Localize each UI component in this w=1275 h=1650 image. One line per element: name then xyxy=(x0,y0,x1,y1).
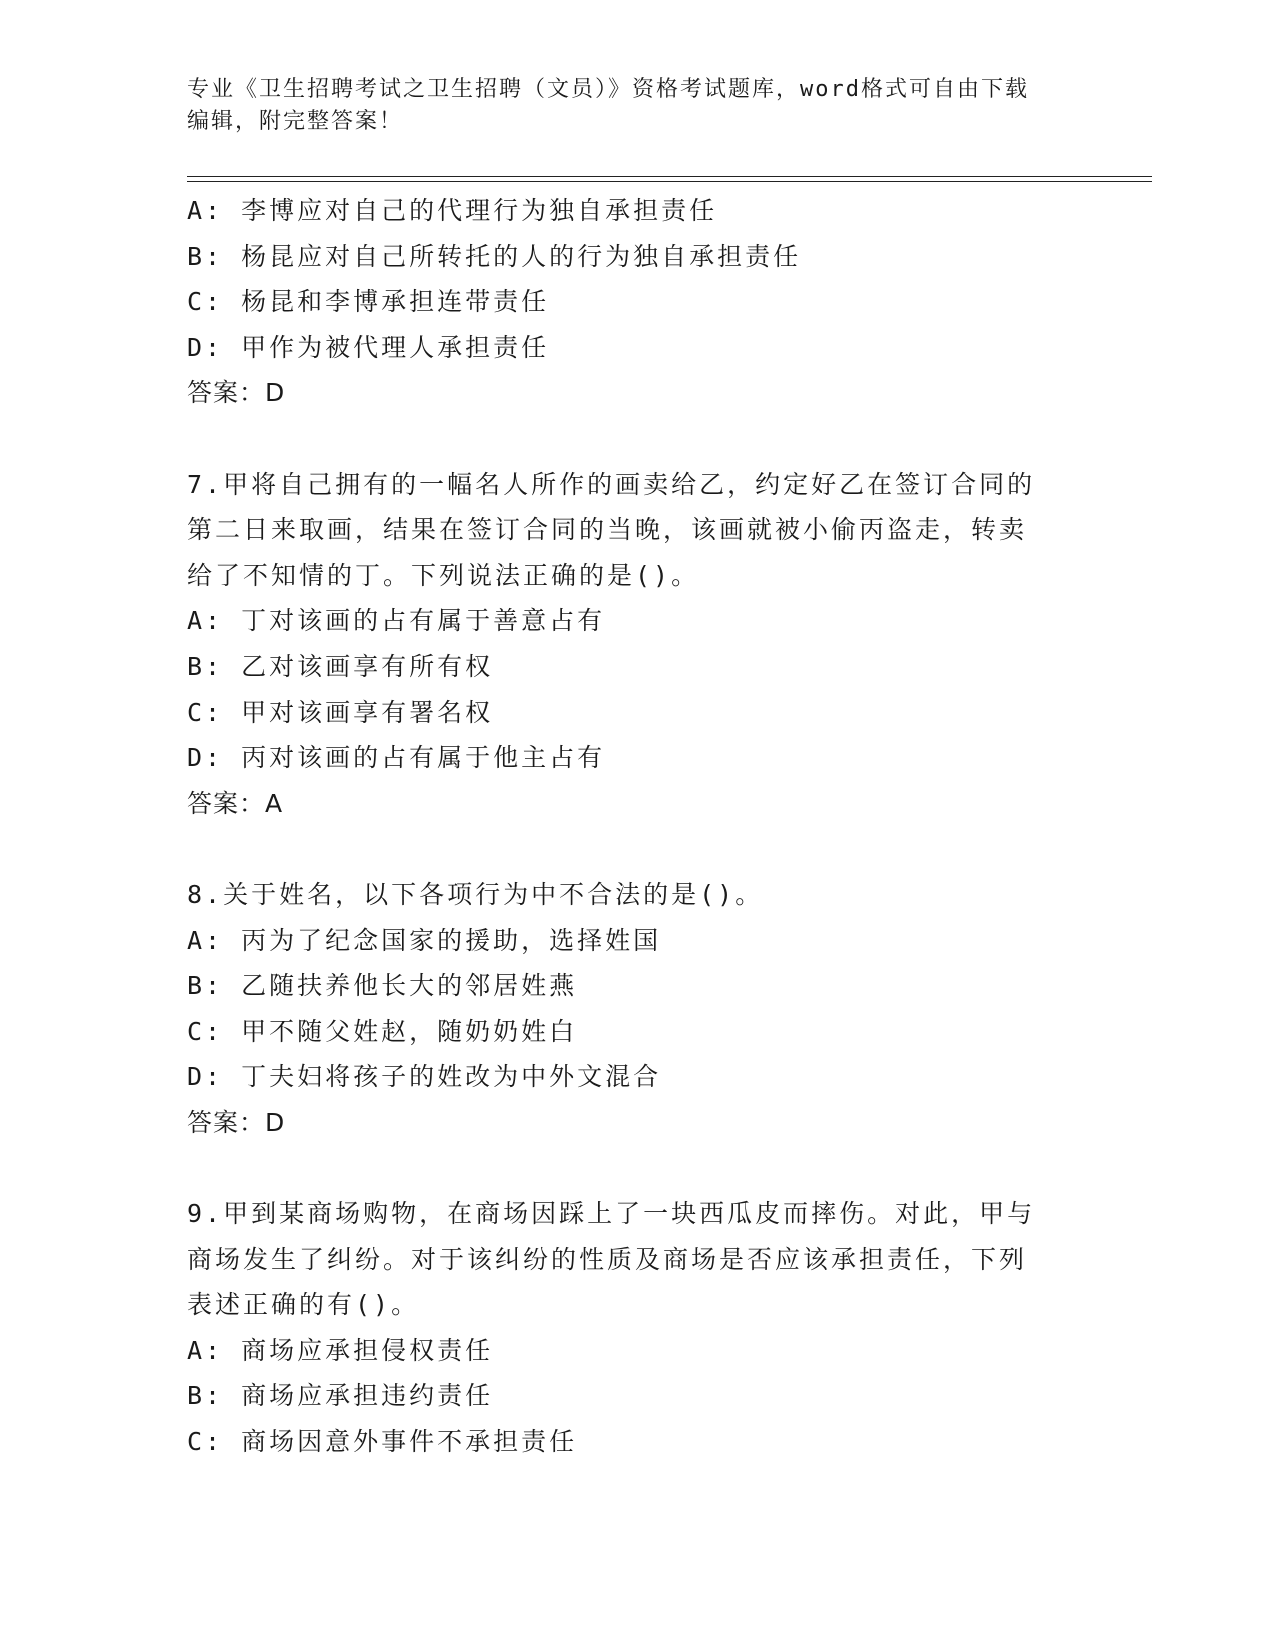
option-c: C: 商场因意外事件不承担责任 xyxy=(187,1427,578,1457)
question-spacer xyxy=(187,826,1087,872)
answer-line: 答案：D xyxy=(187,1107,286,1137)
header-line-2: 编辑，附完整答案！ xyxy=(187,109,404,134)
document-header xyxy=(187,74,1087,138)
header-rule-top xyxy=(187,176,1152,177)
option-a: A: 丁对该画的占有属于善意占有 xyxy=(187,606,606,636)
option-b: B: 乙对该画享有所有权 xyxy=(187,651,494,681)
option-d: D: 甲作为被代理人承担责任 xyxy=(187,332,550,362)
question-stem-line: 表述正确的有()。 xyxy=(187,1290,420,1320)
header-rule-bottom xyxy=(187,181,1152,182)
answer-line: 答案：A xyxy=(187,788,284,818)
option-d: D: 丙对该画的占有属于他主占有 xyxy=(187,743,606,773)
option-a: A: 商场应承担侵权责任 xyxy=(187,1335,494,1365)
option-a: A: 丙为了纪念国家的援助，选择姓国 xyxy=(187,925,662,955)
option-c: C: 甲对该画享有署名权 xyxy=(187,697,494,727)
option-a: A: 李博应对自己的代理行为独自承担责任 xyxy=(187,196,718,225)
question-stem-line: 商场发生了纠纷。对于该纠纷的性质及商场是否应该承担责任，下列 xyxy=(187,1244,1028,1274)
question-stem-line: 9.甲到某商场购物，在商场因踩上了一块西瓜皮而摔伤。对此，甲与 xyxy=(187,1199,1036,1229)
option-b: B: 商场应承担违约责任 xyxy=(187,1381,494,1411)
answer-line: 答案：D xyxy=(187,378,286,408)
question-9 xyxy=(187,1191,1087,1465)
question-spacer xyxy=(187,416,1087,462)
header-line-1: 专业《卫生招聘考试之卫生招聘（文员）》资格考试题库，word格式可自由下载 xyxy=(187,77,1029,102)
option-c: C: 甲不随父姓赵，随奶奶姓白 xyxy=(187,1016,578,1046)
question-7 xyxy=(187,462,1087,827)
question-stem-line: 7.甲将自己拥有的一幅名人所作的画卖给乙，约定好乙在签订合同的 xyxy=(187,469,1036,499)
question-stem-line: 第二日来取画，结果在签订合同的当晚，该画就被小偷丙盗走，转卖 xyxy=(187,515,1028,545)
option-b: B: 杨昆应对自己所转托的人的行为独自承担责任 xyxy=(187,241,802,271)
question-spacer xyxy=(187,1145,1087,1191)
previous-question xyxy=(187,188,1087,416)
option-b: B: 乙随扶养他长大的邻居姓燕 xyxy=(187,971,578,1001)
option-c: C: 杨昆和李博承担连带责任 xyxy=(187,287,550,317)
question-stem-line: 8.关于姓名，以下各项行为中不合法的是()。 xyxy=(187,879,764,909)
question-list xyxy=(187,188,1087,1465)
question-8 xyxy=(187,872,1087,1146)
question-stem-line: 给了不知情的丁。下列说法正确的是()。 xyxy=(187,560,700,590)
option-d: D: 丁夫妇将孩子的姓改为中外文混合 xyxy=(187,1062,662,1092)
